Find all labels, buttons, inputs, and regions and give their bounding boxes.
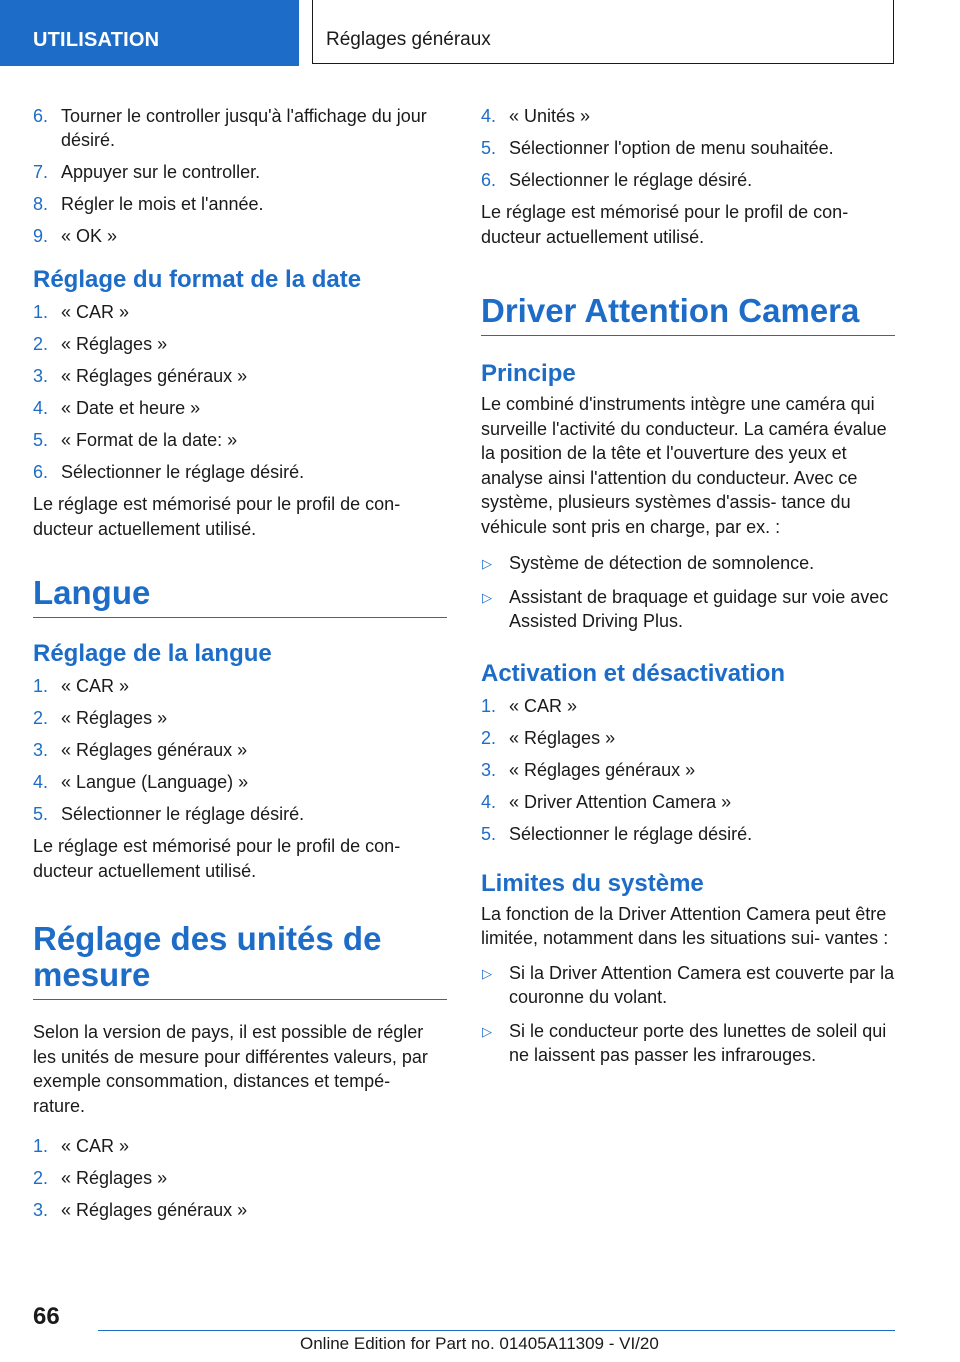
step-text: « Unités » — [509, 106, 591, 126]
step-number: 2. — [33, 1168, 49, 1188]
step-number: 6. — [33, 462, 49, 482]
step-text: Sélectionner l'option de menu souhaitée. — [509, 138, 834, 158]
step-number: 1. — [33, 676, 49, 696]
list-item — [33, 300, 447, 324]
step-number: 2. — [33, 334, 49, 354]
bullet-text: Si la Driver Attention Camera est couverte par la couronne du volant. — [509, 962, 895, 1007]
steps-units-list — [33, 1134, 447, 1222]
list-item — [33, 160, 447, 184]
step-text: Appuyer sur le controller. — [61, 162, 261, 182]
list-item — [33, 770, 447, 794]
heading-driver-attention-camera: Driver Attention Camera — [481, 293, 895, 336]
step-text: « Réglages généraux » — [61, 366, 248, 386]
list-item — [33, 364, 447, 388]
bullet-item — [481, 1019, 895, 1068]
bullet-item — [481, 585, 895, 634]
list-item — [481, 758, 895, 782]
step-number: 5. — [33, 804, 49, 824]
list-item — [33, 460, 447, 484]
steps-langue-list — [33, 674, 447, 826]
steps-units-continued-list — [481, 104, 895, 192]
step-text: Sélectionner le réglage désiré. — [509, 823, 753, 844]
list-item — [33, 396, 447, 420]
heading-principe: Principe — [481, 360, 576, 387]
list-item — [33, 332, 447, 356]
list-item — [481, 694, 895, 718]
limites-description: La fonction de la Driver Attention Camera peut être limitée, notamment dans les situations sui‐ vantes : — [481, 903, 889, 948]
list-item — [481, 822, 895, 846]
bullet-text: Si le conducteur porte des lunettes de soleil qui ne laissent pas passer les infrarouges. — [509, 1020, 887, 1065]
step-number: 4. — [481, 791, 497, 812]
note-profile-saved: Le réglage est mémorisé pour le profil de con‐ ducteur actuellement utilisé. — [481, 202, 849, 247]
step-text: « Réglages généraux » — [61, 740, 248, 760]
triangle-bullet-icon: ▷ — [482, 965, 492, 981]
step-number: 3. — [33, 1200, 49, 1220]
step-number: 4. — [33, 398, 49, 418]
list-item — [33, 192, 447, 216]
step-text: « Langue (Language) » — [61, 772, 249, 792]
step-text: « CAR » — [61, 1136, 130, 1156]
step-number: 5. — [481, 823, 497, 844]
step-number: 4. — [481, 106, 497, 126]
step-text: Sélectionner le réglage désiré. — [509, 170, 753, 190]
step-text: « OK » — [61, 226, 118, 246]
step-text: « CAR » — [509, 695, 578, 716]
triangle-bullet-icon: ▷ — [482, 1023, 492, 1039]
step-text: « CAR » — [61, 676, 130, 696]
step-number: 4. — [33, 772, 49, 792]
note-profile-saved: Le réglage est mémorisé pour le profil de con‐ ducteur actuellement utilisé. — [33, 836, 401, 881]
step-number: 3. — [481, 759, 497, 780]
step-number: 5. — [481, 138, 497, 158]
header-section-tab — [0, 0, 299, 66]
bullet-item — [481, 961, 895, 1010]
principe-bullets — [481, 551, 895, 634]
step-number: 3. — [33, 366, 49, 386]
step-number: 3. — [33, 740, 49, 760]
step-text: « Driver Attention Camera » — [509, 791, 732, 812]
bullet-item — [481, 551, 895, 576]
step-number: 8. — [33, 194, 49, 214]
note-profile-saved: Le réglage est mémorisé pour le profil de con‐ ducteur actuellement utilisé. — [33, 494, 401, 539]
step-number: 6. — [481, 170, 497, 190]
units-description: Selon la version de pays, il est possible de régler les unités de mesure pour différentes valeurs, par exemple consommation, distances et tempé‐ rature. — [33, 1022, 428, 1116]
list-item — [33, 1166, 447, 1190]
step-text: « Réglages » — [61, 708, 168, 728]
heading-activation: Activation et désactivation — [481, 659, 786, 687]
bullet-text: Assistant de braquage et guidage sur voie avec Assisted Driving Plus. — [509, 586, 889, 631]
list-item — [33, 1134, 447, 1158]
principe-description: Le combiné d'instruments intègre une caméra qui surveille l'activité du conducteur. La caméra évalue la position de la tête et l'ouverture des yeux et analyse ainsi l'attention du conducteur. Avec ce système, plusieurs systèmes d'assis‐ tance du véhicule sont pris en charge, par ex. : — [481, 394, 887, 537]
step-text: « Réglages généraux » — [509, 759, 696, 780]
footer-edition: Online Edition for Part no. 01405A11309 - VI/20 — [300, 1334, 659, 1353]
step-number: 2. — [33, 708, 49, 728]
bullet-text: Système de détection de somnolence. — [509, 553, 815, 573]
step-text: Sélectionner le réglage désiré. — [61, 462, 305, 482]
limites-bullets — [481, 961, 895, 1068]
step-text: « Réglages » — [61, 334, 168, 354]
step-text: Tourner le controller jusqu'à l'affichage du jour désiré. — [61, 106, 427, 150]
step-number: 1. — [33, 1136, 49, 1156]
list-item — [481, 168, 895, 192]
header-chapter-box — [312, 0, 894, 64]
list-item — [33, 674, 447, 698]
list-item — [481, 790, 895, 814]
steps-date-format-list — [33, 300, 447, 484]
step-text: Régler le mois et l'année. — [61, 194, 264, 214]
step-text: « Réglages » — [509, 727, 616, 748]
list-item — [33, 428, 447, 452]
left-column — [33, 104, 447, 1230]
step-number: 9. — [33, 226, 49, 246]
step-number: 6. — [33, 106, 49, 126]
list-item — [33, 1198, 447, 1222]
step-number: 2. — [481, 727, 497, 748]
heading-langue: Langue — [33, 575, 447, 618]
step-text: « Réglages généraux » — [61, 1200, 248, 1220]
heading-units: Réglage des unités de mesure — [33, 921, 447, 1000]
list-item — [33, 802, 447, 826]
step-text: « CAR » — [61, 302, 130, 322]
step-number: 1. — [33, 302, 49, 322]
list-item — [33, 738, 447, 762]
list-item — [33, 224, 447, 248]
steps-activation-list — [481, 694, 895, 846]
list-item — [33, 104, 447, 152]
header-section-label: UTILISATION — [33, 29, 160, 51]
footer-divider — [98, 1330, 895, 1331]
list-item — [33, 706, 447, 730]
heading-reglage-langue: Réglage de la langue — [33, 640, 272, 667]
list-item — [481, 726, 895, 750]
page-number: 66 — [33, 1303, 60, 1330]
step-number: 7. — [33, 162, 49, 182]
step-text: Sélectionner le réglage désiré. — [61, 804, 305, 824]
right-column — [481, 104, 895, 1077]
step-text: « Date et heure » — [61, 398, 201, 418]
triangle-bullet-icon: ▷ — [482, 556, 492, 571]
steps-date-list — [33, 104, 447, 248]
step-number: 5. — [33, 430, 49, 450]
step-text: « Réglages » — [61, 1168, 168, 1188]
list-item — [481, 136, 895, 160]
heading-date-format: Réglage du format de la date — [33, 266, 362, 293]
step-text: « Format de la date: » — [61, 430, 238, 450]
triangle-bullet-icon: ▷ — [482, 589, 492, 605]
list-item — [481, 104, 895, 128]
header-chapter-label: Réglages généraux — [326, 29, 491, 50]
step-number: 1. — [481, 695, 497, 716]
heading-limites: Limites du système — [481, 869, 704, 897]
